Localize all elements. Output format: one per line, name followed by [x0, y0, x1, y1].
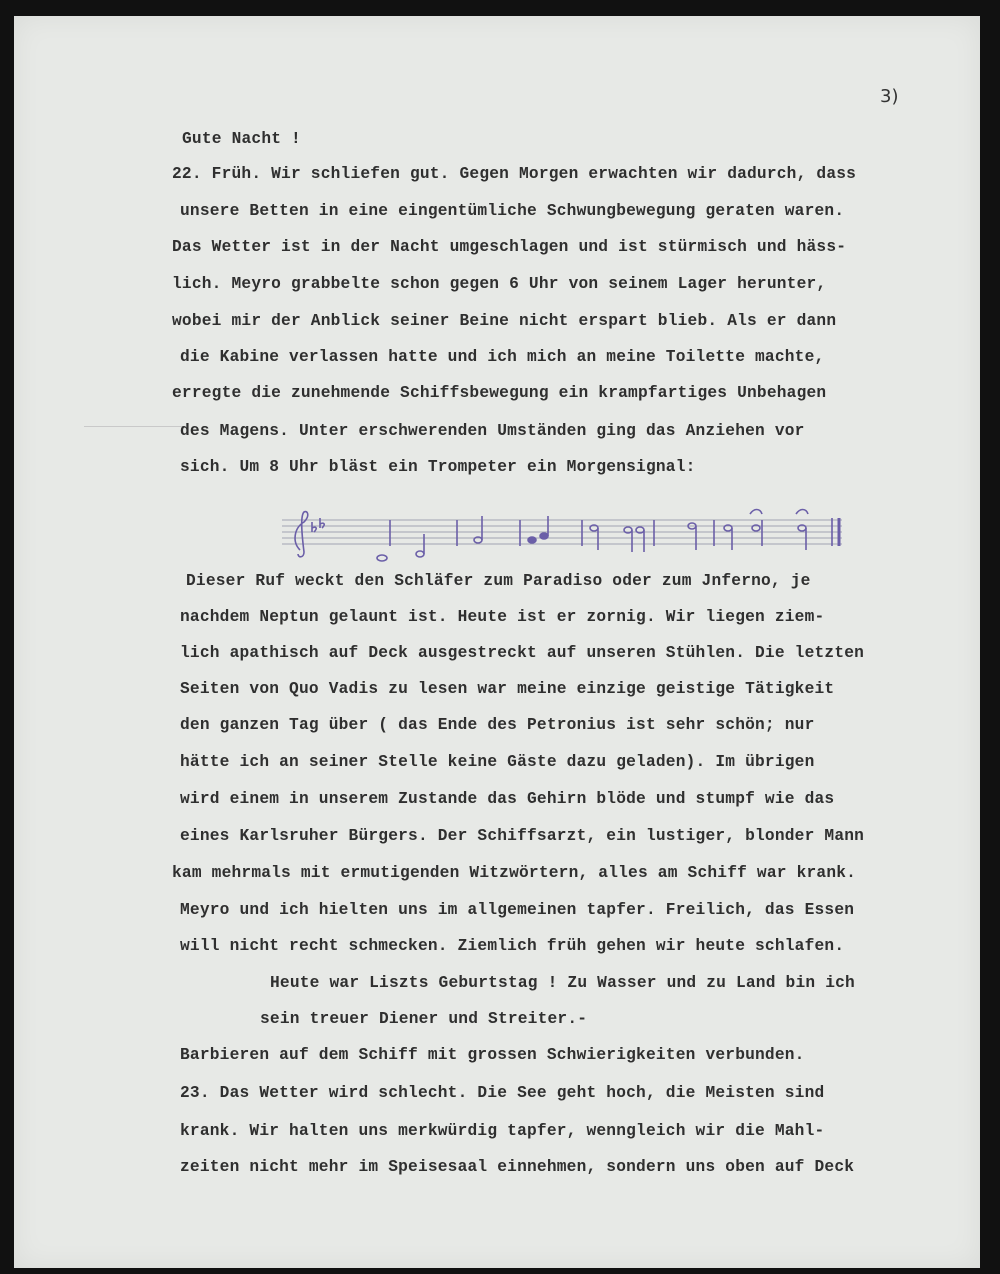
typewritten-page: [14, 16, 980, 1268]
margin-pencil-mark: [84, 426, 184, 427]
text-line: unsere Betten in eine eingentümliche Schwungbewegung geraten waren.: [180, 202, 845, 220]
text-line: des Magens. Unter erschwerenden Umständen ging das Anziehen vor: [180, 422, 805, 440]
text-line: Meyro und ich hielten uns im allgemeinen tapfer. Freilich, das Essen: [180, 901, 855, 919]
text-line: kam mehrmals mit ermutigenden Witzwörtern, alles am Schiff war krank.: [172, 864, 857, 882]
text-line: den ganzen Tag über ( das Ende des Petronius ist sehr schön; nur: [180, 716, 815, 734]
page-number: 3): [880, 86, 899, 107]
text-line: zeiten nicht mehr im Speisesaal einnehmen, sondern uns oben auf Deck: [180, 1158, 855, 1176]
text-line: Das Wetter ist in der Nacht umgeschlagen und ist stürmisch und häss-: [172, 238, 847, 256]
text-line: erregte die zunehmende Schiffsbewegung ein krampfartiges Unbehagen: [172, 384, 827, 402]
text-line: hätte ich an seiner Stelle keine Gäste dazu geladen). Im übrigen: [180, 753, 815, 771]
text-line: wird einem in unserem Zustande das Gehirn blöde und stumpf wie das: [180, 790, 835, 808]
music-notation: [282, 506, 852, 566]
text-line: krank. Wir halten uns merkwürdig tapfer, wenngleich wir die Mahl-: [180, 1122, 825, 1140]
text-line: lich apathisch auf Deck ausgestreckt auf unseren Stühlen. Die letzten: [180, 644, 865, 662]
text-line: sich. Um 8 Uhr bläst ein Trompeter ein Morgensignal:: [180, 458, 696, 476]
text-line: lich. Meyro grabbelte schon gegen 6 Uhr von seinem Lager herunter,: [172, 275, 827, 293]
text-line: Barbieren auf dem Schiff mit grossen Schwierigkeiten verbunden.: [180, 1046, 805, 1064]
text-line: wobei mir der Anblick seiner Beine nicht erspart blieb. Als er dann: [172, 312, 837, 330]
text-line: eines Karlsruher Bürgers. Der Schiffsarzt, ein lustiger, blonder Mann: [180, 827, 865, 845]
text-line: Seiten von Quo Vadis zu lesen war meine einzige geistige Tätigkeit: [180, 680, 835, 698]
text-line: 22. Früh. Wir schliefen gut. Gegen Morgen erwachten wir dadurch, dass: [172, 165, 857, 183]
text-line: Heute war Liszts Geburtstag ! Zu Wasser und zu Land bin ich: [270, 974, 855, 992]
text-line: will nicht recht schmecken. Ziemlich früh gehen wir heute schlafen.: [180, 937, 845, 955]
text-line: sein treuer Diener und Streiter.-: [260, 1010, 588, 1028]
text-line: Gute Nacht !: [182, 130, 301, 148]
text-line: nachdem Neptun gelaunt ist. Heute ist er zornig. Wir liegen ziem-: [180, 608, 825, 626]
text-line: 23. Das Wetter wird schlecht. Die See geht hoch, die Meisten sind: [180, 1084, 825, 1102]
text-line: die Kabine verlassen hatte und ich mich an meine Toilette machte,: [180, 348, 825, 366]
text-line: Dieser Ruf weckt den Schläfer zum Paradiso oder zum Jnferno, je: [186, 572, 811, 590]
